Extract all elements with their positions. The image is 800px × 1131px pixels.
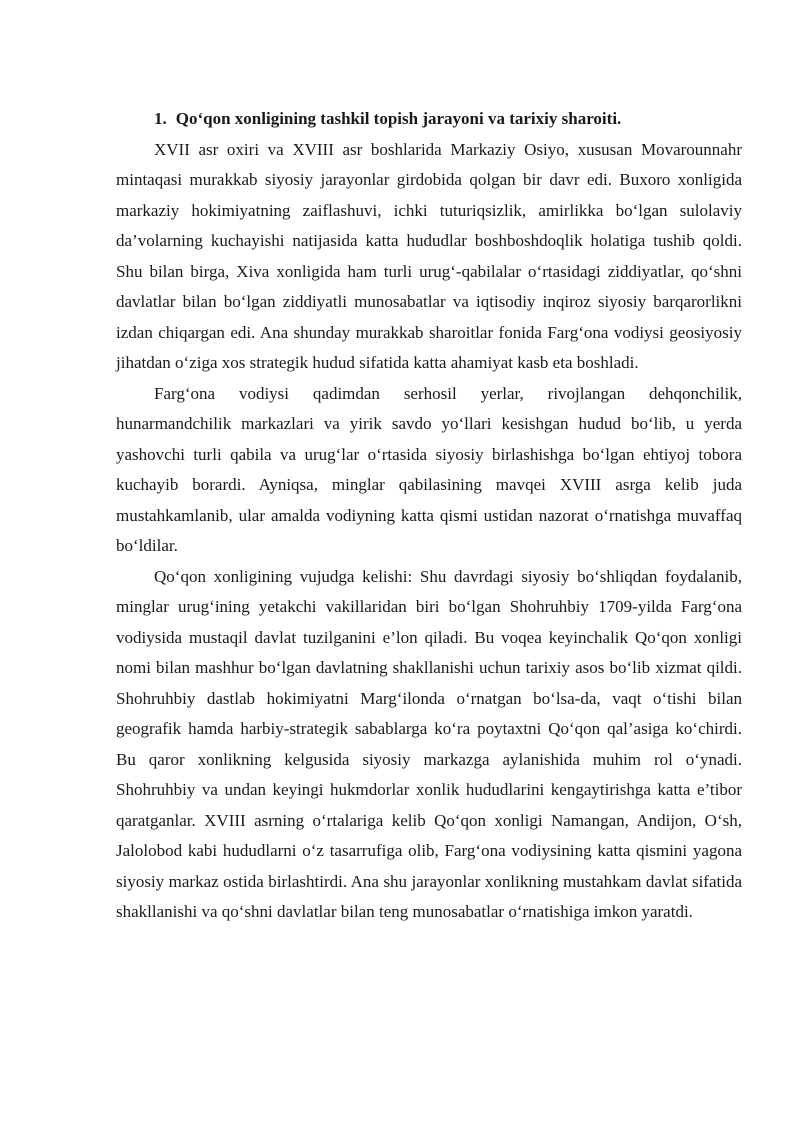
paragraph-2: Farg‘ona vodiysi qadimdan serhosil yerlar, rivojlangan dehqonchilik, hunarmandchilik markazlari va yirik savdo yo‘llari kesishgan hudud bo‘lib, u yerda yashovchi turli qabila va urug‘lar o‘rtasida siyosiy birlashishga bo‘lgan ehtiyoj tobora kuchayib borardi. Ayniqsa, minglar qabilasining mavqei XVIII asrga kelib juda mustahkamlanib, ular amalda vodiyning katta qismi ustidan nazorat o‘rnatishga muvaffaq bo‘ldilar. xyxy=(116,383,742,555)
paragraph-3: Qo‘qon xonligining vujudga kelishi: Shu davrdagi siyosiy bo‘shliqdan foydalanib, minglar urug‘ining yetakchi vakillaridan biri bo‘lgan Shohruhbiy 1709-yilda Farg‘ona vodiysida mustaqil davlat tuzilganini e’lon qiladi. Bu voqea keyinchalik Qo‘qon xonligi nomi bilan mashhur bo‘lgan davlatning shakllanishi uchun tarixiy asos bo‘lib xizmat qildi. Shohruhbiy dastlab hokimiyatni Marg‘ilonda o‘rnatgan bo‘lsa-da, vaqt o‘tishi bilan geografik hamda harbiy-strategik sabablarga ko‘ra poytaxtni Qo‘qon qal’asiga ko‘chirdi. Bu qaror xonlikning kelgusida siyosiy markazga aylanishida muhim rol o‘ynadi. Shohruhbiy va undan keyingi hukmdorlar xonlik hududlarini kengaytirishga katta e’tibor qaratganlar. XVIII asrning o‘rtalariga kelib Qo‘qon xonligi Namangan, Andijon, O‘sh, Jalolobod kabi hududlarni o‘z tasarrufiga olib, Farg‘ona vodiysining katta qismini yagona siyosiy markaz ostida birlashtirdi. Ana shu jarayonlar xonlikning mustahkam davlat sifatida shakllanishi va qo‘shni davlatlar bilan teng munosabatlar o‘rnatishiga imkon yaratdi. xyxy=(116,566,742,921)
paragraph-1: XVII asr oxiri va XVIII asr boshlarida Markaziy Osiyo, xususan Movarounnahr mintaqasi murakkab siyosiy jarayonlar girdobida qolgan bir davr edi. Buxoro xonligida markaziy hokimiyatning zaiflashuvi, ichki tuturiqsizlik, amirlikka bo‘lgan sulolaviy da’volarning kuchayishi natijasida katta hududlar boshboshdoqlik holatiga tushib qoldi. Shu bilan birga, Xiva xonligida ham turli urug‘-qabilalar o‘rtasidagi ziddiyatlar, qo‘shni davlatlar bilan bo‘lgan ziddiyatli munosabatlar va iqtisodiy inqiroz siyosiy barqarorlikni izdan chiqargan edi. Ana shunday murakkab sharoitlar fonida Farg‘ona vodiysi geosiyosiy jihatdan o‘ziga xos strategik hudud sifatida katta ahamiyat kasb eta boshladi. xyxy=(116,139,742,372)
section-number: 1. xyxy=(154,109,167,128)
section-heading xyxy=(116,104,742,135)
section-title: Qo‘qon xonligining tashkil topish jarayoni va tarixiy sharoiti. xyxy=(175,109,622,128)
document-body xyxy=(116,104,742,928)
